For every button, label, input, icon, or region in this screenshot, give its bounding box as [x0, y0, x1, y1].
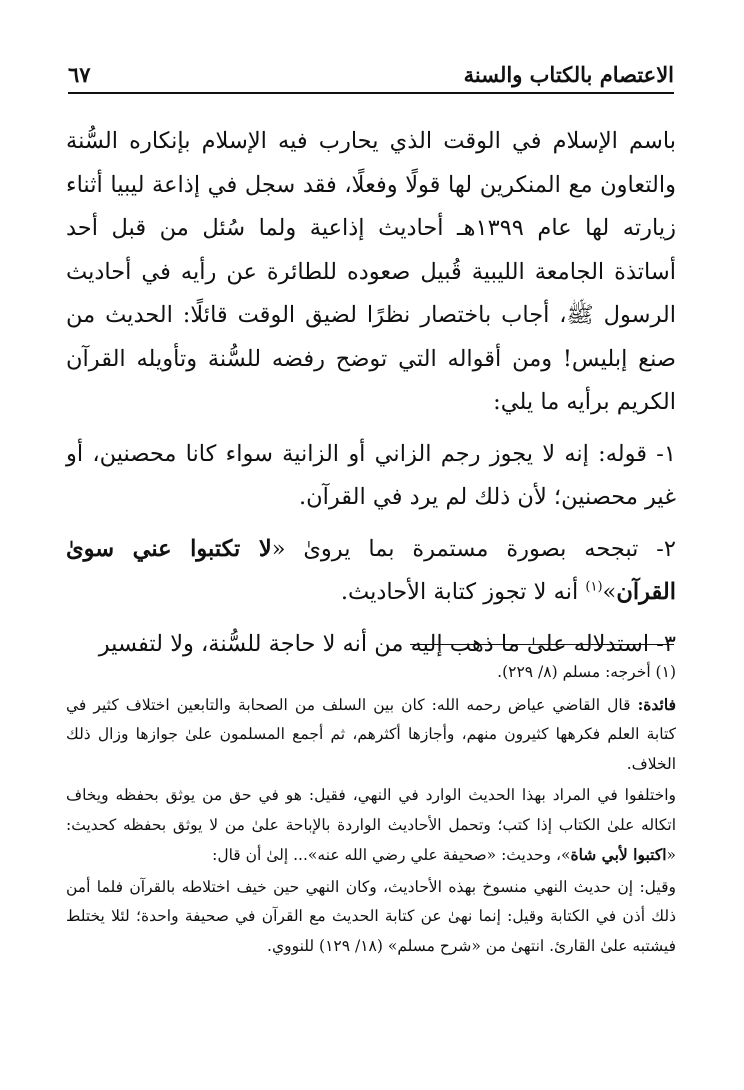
list-item-2 — [66, 528, 676, 615]
running-title: الاعتصام بالكتاب والسنة — [463, 62, 674, 87]
item-2-close: » — [602, 579, 617, 605]
footnote-benefit — [66, 690, 676, 780]
item-2-prefix: ٢- تبجحه بصورة مستمرة بما يروىٰ « — [271, 535, 676, 562]
fn-para-2-hadith: اكتبوا لأبي شاة — [570, 845, 667, 864]
footnote-reference: (١) — [585, 579, 603, 595]
list-item-3: ٣- استدلاله علىٰ ما ذهب إليه من أنه لا حاجة للسُّنة، ولا لتفسير — [98, 630, 676, 657]
item-2-suffix: أنه لا تجوز كتابة الأحاديث. — [340, 579, 586, 605]
list-item-1: ١- قوله: إنه لا يجوز رجم الزاني أو الزانية سواء كانا محصنين، أو غير محصنين؛ لأن ذلك لم يرد في القرآن. — [66, 440, 676, 510]
fn-para-2-end: »، وحديث: «صحيفة علي رضي الله عنه»... إلىٰ أن قال: — [212, 846, 571, 864]
footnotes — [66, 658, 676, 963]
benefit-text: قال القاضي عياض رحمه الله: كان بين السلف من الصحابة والتابعين اختلاف كثير في كتابة العلم فكرهها كثيرون منهم، وأجازها أكثرهم، ثم أجمع المسلمون علىٰ جوازها وزال ذلك الخلاف. — [66, 695, 677, 773]
footnote-paragraph-2 — [66, 781, 676, 871]
page-header — [68, 62, 674, 94]
footnote-1: (١) أخرجه: مسلم (٨/ ٢٢٩). — [497, 663, 676, 681]
main-text — [66, 120, 676, 674]
footnote-separator — [410, 644, 674, 645]
fn-para-2-start: واختلفوا في المراد بهذا الحديث الوارد في النهي، فقيل: هو في حق من يوثق بحفظه ويخاف اتكاله علىٰ الكتاب إذا كتب؛ وتحمل الأحاديث الواردة بالإباحة علىٰ من لا يوثق بحفظه كحديث: « — [66, 786, 676, 864]
page-number: ٦٧ — [68, 62, 91, 87]
paragraph-intro: باسم الإسلام في الوقت الذي يحارب فيه الإسلام بإنكاره السُّنة والتعاون مع المنكرين لها قولًا وفعلًا، فقد سجل في إذاعة ليبيا أثناء زيارته لها عام ١٣٩٩هـ أحاديث إذاعية ولما سُئل من قبل أحد أساتذة الجامعة الليبية قُبيل صعوده للطائرة عن رأيه في أحاديث الرسول ﷺ، أجاب باختصار نظرًا لضيق الوقت قائلًا: الحديث من صنع إبليس! ومن أقواله التي توضح رفضه للسُّنة وتأويله القرآن الكريم برأيه ما يلي: — [66, 128, 676, 415]
benefit-label: فائدة: — [637, 694, 676, 714]
footnote-paragraph-3: وقيل: إن حديث النهي منسوخ بهذه الأحاديث، وكان النهي حين خيف اختلاطه بالقرآن فلما أمن ذلك أذن في الكتابة وقيل: إنما نهىٰ عن كتابة الحديث مع القرآن في صحيفة واحدة؛ لئلا يختلط فيشتبه علىٰ القارئ. انتهىٰ من «شرح مسلم» (١٨/ ١٢٩) للنووي. — [66, 877, 676, 955]
item-2-quote: لا تكتبوا عني سوىٰ القرآن — [66, 535, 676, 605]
